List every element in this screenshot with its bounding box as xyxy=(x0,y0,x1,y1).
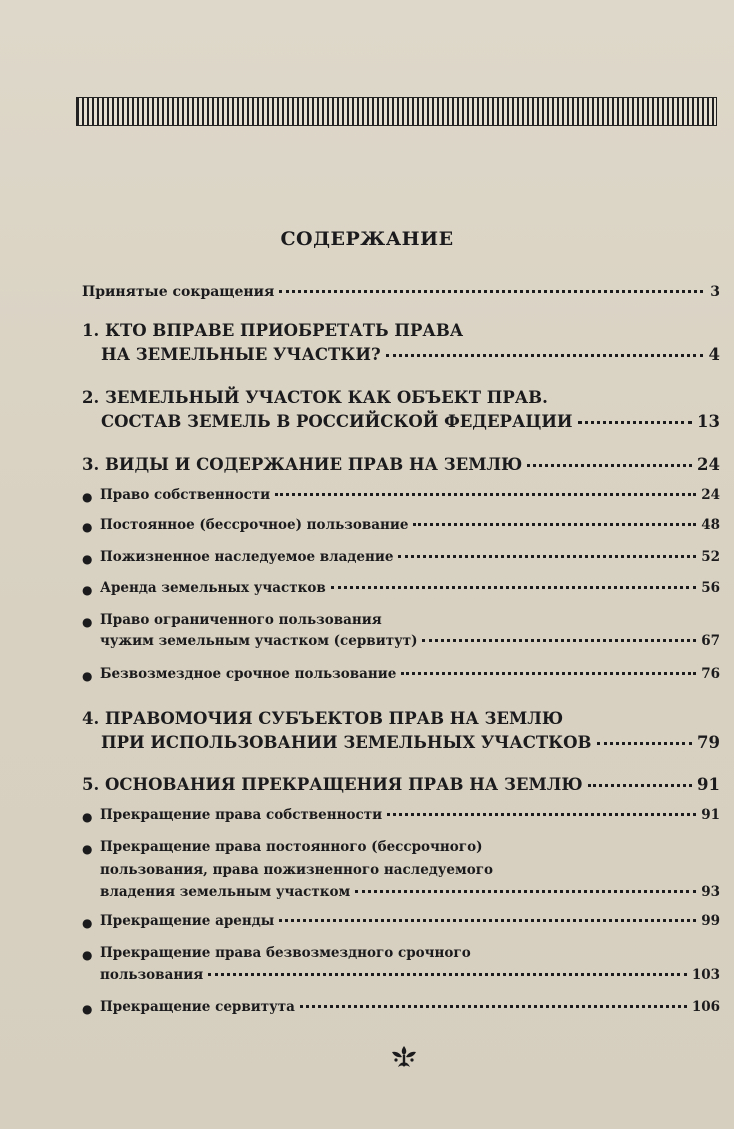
toc-entry-label: чужим земельным участком (сервитут) xyxy=(100,633,418,649)
bullet-icon: ● xyxy=(82,948,93,962)
bullet-icon: ● xyxy=(82,810,93,824)
toc-subentry-line1[interactable]: Право ограниченного пользования xyxy=(100,612,382,628)
toc-subentry[interactable] xyxy=(100,487,720,503)
toc-entry-label: ПРИ ИСПОЛЬЗОВАНИИ ЗЕМЕЛЬНЫХ УЧАСТКОВ xyxy=(101,733,592,752)
bullet-icon: ● xyxy=(82,583,93,597)
toc-entry-label: Прекращение права собственности xyxy=(100,807,383,823)
leader-dots xyxy=(401,672,696,675)
toc-section-4[interactable] xyxy=(101,733,720,752)
bullet-icon: ● xyxy=(82,669,93,683)
toc-page-number: 4 xyxy=(708,345,720,364)
toc-page-number: 24 xyxy=(697,455,720,474)
toc-entry-label: Прекращение аренды xyxy=(100,913,275,929)
toc-page-number: 99 xyxy=(701,913,720,929)
toc-subentry[interactable] xyxy=(100,633,720,649)
toc-page-number: 13 xyxy=(697,412,720,431)
toc-subentry[interactable] xyxy=(100,967,720,983)
bullet-icon: ● xyxy=(82,615,93,629)
toc-section-4-line1[interactable]: 4. ПРАВОМОЧИЯ СУБЪЕКТОВ ПРАВ НА ЗЕМЛЮ xyxy=(82,709,564,728)
toc-title: СОДЕРЖАНИЕ xyxy=(280,228,454,250)
toc-subentry-line1[interactable]: Прекращение права постоянного (бессрочного) xyxy=(100,839,483,855)
toc-entry-label: владения земельным участком xyxy=(100,884,351,900)
toc-page-number: 76 xyxy=(701,666,720,682)
leader-dots xyxy=(413,523,696,526)
bullet-icon: ● xyxy=(82,1002,93,1016)
toc-section-1[interactable] xyxy=(101,345,720,364)
bullet-icon: ● xyxy=(82,842,93,856)
toc-subentry-line2[interactable]: пользования, права пожизненного наследуемого xyxy=(100,862,494,878)
toc-entry-label: 3. ВИДЫ И СОДЕРЖАНИЕ ПРАВ НА ЗЕМЛЮ xyxy=(82,455,523,474)
toc-entry-label: пользования xyxy=(100,967,204,983)
toc-entry-label: Безвозмездное срочное пользование xyxy=(100,666,397,682)
toc-section-2-line1[interactable]: 2. ЗЕМЕЛЬНЫЙ УЧАСТОК КАК ОБЪЕКТ ПРАВ. xyxy=(82,388,548,407)
leader-dots xyxy=(279,290,703,293)
toc-page-number: 103 xyxy=(691,967,720,983)
toc-subentry[interactable] xyxy=(100,999,720,1015)
leader-dots xyxy=(331,586,697,589)
leader-dots xyxy=(597,742,693,745)
toc-section-3[interactable] xyxy=(82,455,720,474)
toc-entry-label: Право собственности xyxy=(100,487,271,503)
leader-dots xyxy=(578,421,693,424)
toc-subentry[interactable] xyxy=(100,517,720,533)
toc-page-number: 79 xyxy=(697,733,720,752)
toc-subentry[interactable] xyxy=(100,913,720,929)
toc-page-number: 56 xyxy=(701,580,720,596)
bullet-icon: ● xyxy=(82,520,93,534)
fleuron-ornament-icon xyxy=(390,1045,418,1069)
leader-dots xyxy=(527,464,692,467)
toc-entry-label: 5. ОСНОВАНИЯ ПРЕКРАЩЕНИЯ ПРАВ НА ЗЕМЛЮ xyxy=(82,775,583,794)
toc-entry-label: Прекращение сервитута xyxy=(100,999,295,1015)
leader-dots xyxy=(275,493,696,496)
toc-section-1-line1[interactable]: 1. КТО ВПРАВЕ ПРИОБРЕТАТЬ ПРАВА xyxy=(82,321,464,340)
toc-entry-abbreviations[interactable] xyxy=(82,284,720,300)
leader-dots xyxy=(386,354,703,357)
bullet-icon: ● xyxy=(82,490,93,504)
bullet-icon: ● xyxy=(82,916,93,930)
toc-entry-label: Аренда земельных участков xyxy=(100,580,326,596)
toc-page-number: 52 xyxy=(701,549,720,565)
toc-page-number: 48 xyxy=(701,517,720,533)
toc-page-number: 106 xyxy=(691,999,720,1015)
toc-entry-label: НА ЗЕМЕЛЬНЫЕ УЧАСТКИ? xyxy=(101,345,381,364)
leader-dots xyxy=(588,784,692,787)
leader-dots xyxy=(208,973,687,976)
toc-page-number: 91 xyxy=(697,775,720,794)
toc-entry-label: Постоянное (бессрочное) пользование xyxy=(100,517,409,533)
leader-dots xyxy=(398,555,696,558)
leader-dots xyxy=(355,890,696,893)
toc-subentry-line1[interactable]: Прекращение права безвозмездного срочного xyxy=(100,945,471,961)
toc-page-number: 3 xyxy=(710,284,720,300)
toc-page-number: 67 xyxy=(701,633,720,649)
toc-entry-label: СОСТАВ ЗЕМЕЛЬ В РОССИЙСКОЙ ФЕДЕРАЦИИ xyxy=(101,412,573,431)
toc-subentry[interactable] xyxy=(100,580,720,596)
leader-dots xyxy=(422,639,696,642)
toc-subentry[interactable] xyxy=(100,549,720,565)
decorative-header-bar xyxy=(76,97,717,126)
toc-entry-label: Пожизненное наследуемое владение xyxy=(100,549,394,565)
toc-page-number: 93 xyxy=(701,884,720,900)
toc-section-5[interactable] xyxy=(82,775,720,794)
toc-section-2[interactable] xyxy=(101,412,720,431)
leader-dots xyxy=(387,813,696,816)
toc-entry-label: Принятые сокращения xyxy=(82,284,275,300)
toc-page-number: 24 xyxy=(701,487,720,503)
toc-page-number: 91 xyxy=(701,807,720,823)
toc-subentry[interactable] xyxy=(100,807,720,823)
bullet-icon: ● xyxy=(82,552,93,566)
leader-dots xyxy=(279,919,696,922)
toc-subentry[interactable] xyxy=(100,884,720,900)
toc-subentry[interactable] xyxy=(100,666,720,682)
leader-dots xyxy=(300,1005,687,1008)
